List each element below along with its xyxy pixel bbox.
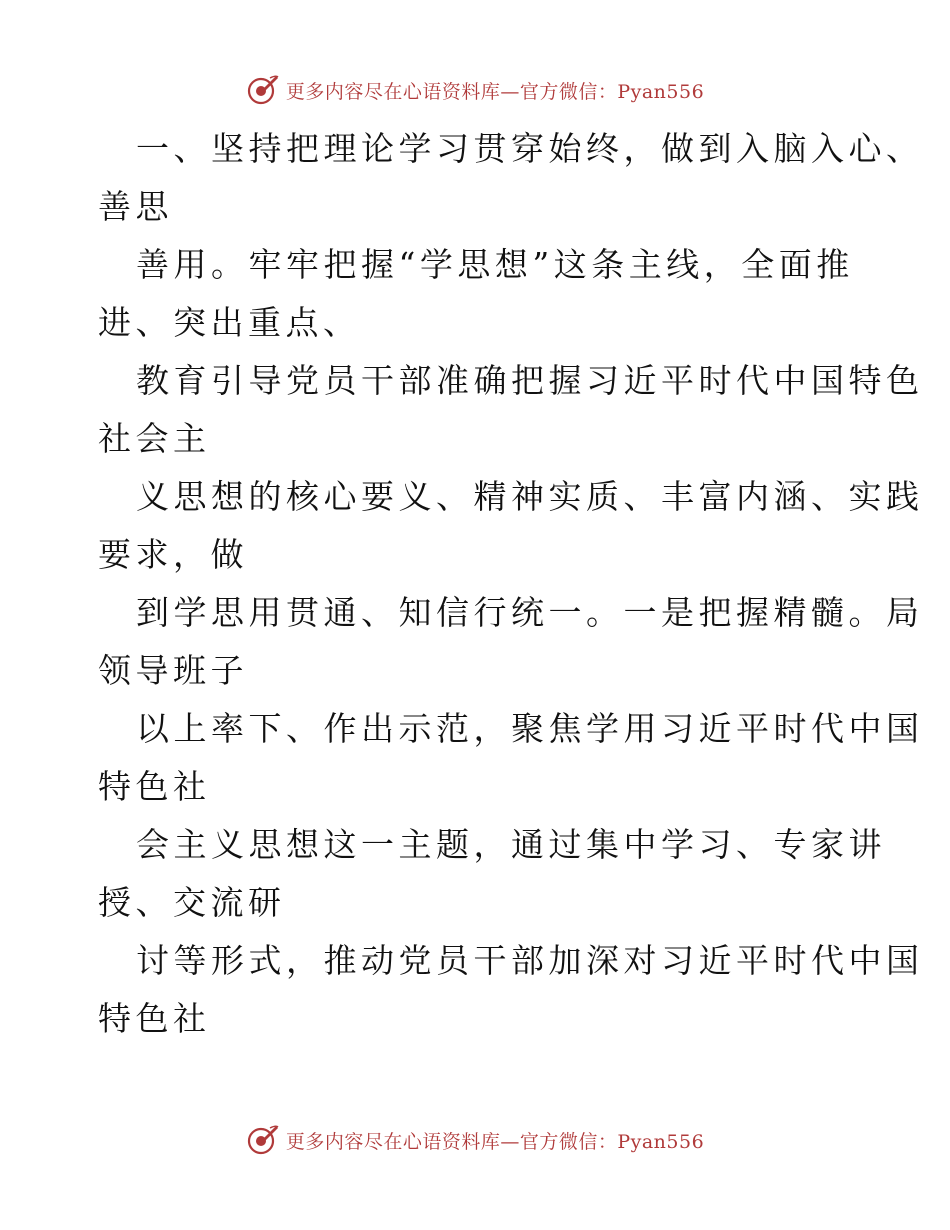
text-line: 到学思用贯通、知信行统一。一是把握精髓。局 bbox=[136, 593, 924, 632]
text-line: 特色社 bbox=[98, 999, 211, 1038]
text-line: 教育引导党员干部准确把握习近平时代中国特色 bbox=[136, 361, 924, 400]
text-line: 义思想的核心要义、精神实质、丰富内涵、实践 bbox=[136, 477, 924, 516]
header-banner bbox=[0, 70, 950, 110]
text-line: 会主义思想这一主题，通过集中学习、专家讲 bbox=[136, 825, 886, 864]
quill-logo-icon bbox=[246, 73, 280, 107]
footer-banner bbox=[0, 1120, 950, 1160]
text-line: 要求，做 bbox=[98, 535, 248, 574]
text-line: 授、交流研 bbox=[98, 883, 286, 922]
text-line: 特色社 bbox=[98, 767, 211, 806]
document-body bbox=[98, 120, 924, 1048]
text-line: 以上率下、作出示范，聚焦学用习近平时代中国 bbox=[136, 709, 924, 748]
text-line: 善用。牢牢把握“学思想”这条主线，全面推 bbox=[136, 245, 854, 284]
text-line: 领导班子 bbox=[98, 651, 248, 690]
text-line: 讨等形式，推动党员干部加深对习近平时代中国 bbox=[136, 941, 924, 980]
text-line: 善思 bbox=[98, 187, 173, 226]
header-banner-text: 更多内容尽在心语资料库—官方微信：Pyan556 bbox=[285, 80, 705, 103]
footer-banner-text: 更多内容尽在心语资料库—官方微信：Pyan556 bbox=[285, 1130, 705, 1153]
text-line: 一、坚持把理论学习贯穿始终，做到入脑入心、 bbox=[136, 129, 924, 168]
text-line: 进、突出重点、 bbox=[98, 303, 361, 342]
text-line: 社会主 bbox=[98, 419, 211, 458]
quill-logo-icon bbox=[246, 1123, 280, 1157]
